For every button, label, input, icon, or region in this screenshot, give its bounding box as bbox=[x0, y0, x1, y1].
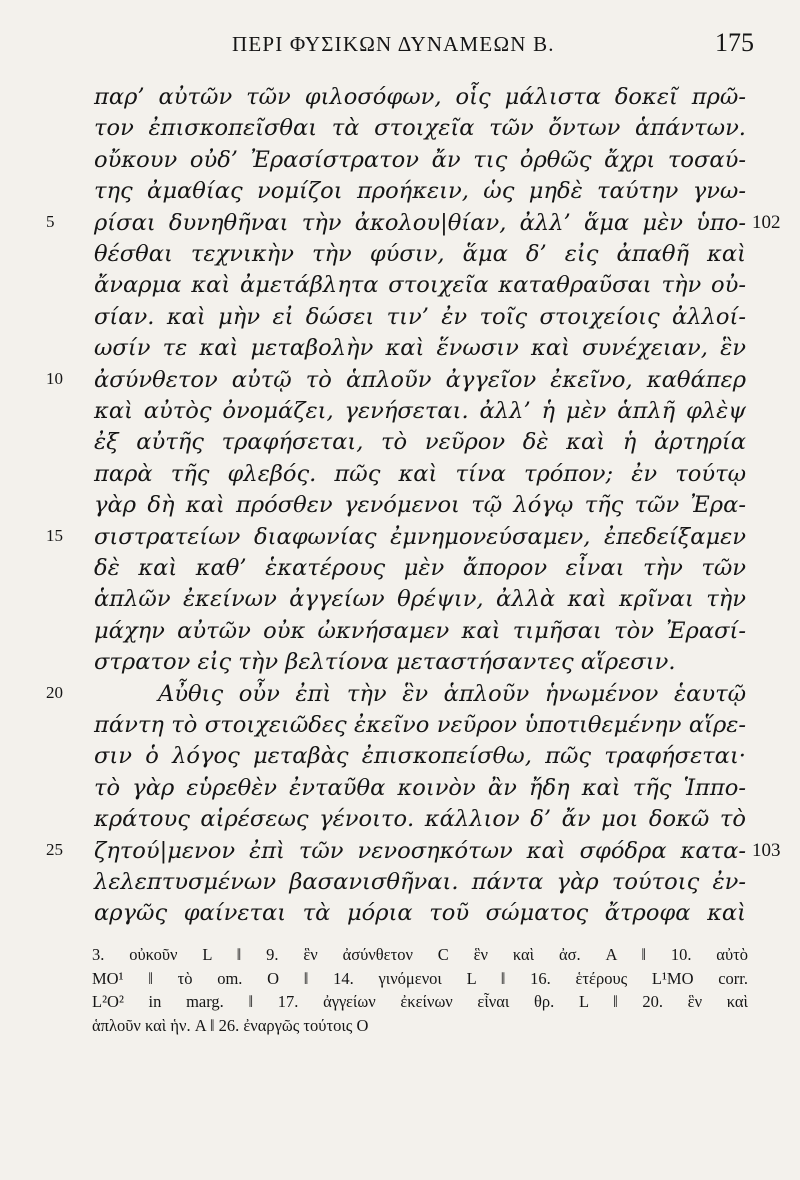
text-line bbox=[0, 365, 800, 397]
line-text: ἀσύνθετον αὐτῷ τὸ ἁπλοῦν ἀγγεῖον ἐκεῖνο, καθάπερ bbox=[94, 366, 746, 393]
margin-page-reference: 102 bbox=[752, 211, 781, 233]
text-line bbox=[0, 302, 800, 334]
text-line bbox=[0, 396, 800, 428]
text-line bbox=[0, 836, 800, 868]
text-line bbox=[0, 867, 800, 899]
apparatus-line: ἁπλοῦν καὶ ἡν. A ‖ 26. ἐναργῶς τούτοις O bbox=[92, 1015, 369, 1035]
text-line bbox=[0, 741, 800, 773]
line-text: ἁπλῶν ἐκείνων ἀγγείων θρέψιν, ἀλλὰ καὶ κρῖναι τὴν bbox=[94, 586, 746, 613]
line-number: 25 bbox=[46, 839, 63, 859]
line-text: δὲ καὶ καθ’ ἑκατέρους μὲν ἄπορον εἶναι τὴν τῶν bbox=[94, 555, 746, 581]
text-line bbox=[0, 647, 800, 679]
text-line bbox=[0, 145, 800, 177]
line-number: 5 bbox=[46, 211, 55, 231]
apparatus-line: 3. οὐκοῦν L ‖ 9. ἓν ἀσύνθετον C ἓν καὶ ἀσ. A ‖ 10. αὐτὸ bbox=[92, 945, 748, 964]
text-line bbox=[0, 616, 800, 648]
line-text: παρ’ αὐτῶν τῶν φιλοσόφων, οἷς μάλιστα δοκεῖ πρῶ- bbox=[94, 84, 746, 110]
line-text: λελεπτυσμένων βασανισθῆναι. πάντα γὰρ τούτοις ἐν- bbox=[94, 869, 746, 895]
text-line bbox=[0, 710, 800, 742]
line-text: ἄναρμα καὶ ἀμετάβλητα στοιχεῖα καταθραῦσαι τὴν οὐ- bbox=[94, 272, 746, 299]
line-text: της ἀμαθίας νομίζοι προήκειν, ὡς μηδὲ ταύτην γνω- bbox=[94, 178, 746, 205]
line-text: σιν ὁ λόγος μεταβὰς ἐπισκοπείσθω, πῶς τραφήσεται· bbox=[94, 743, 746, 770]
line-text: τὸ γὰρ εὑρεθὲν ἐνταῦθα κοινὸν ἂν ἤδη καὶ τῆς Ἱππο- bbox=[94, 774, 746, 801]
text-line bbox=[0, 898, 800, 930]
text-line bbox=[0, 584, 800, 616]
line-text: κράτους αἱρέσεως γένοιτο. κάλλιον δ’ ἄν μοι δοκῶ τὸ bbox=[94, 806, 746, 833]
line-text: ωσίν τε καὶ μεταβολὴν καὶ ἕνωσιν καὶ συνέχειαν, ἓν bbox=[94, 335, 746, 362]
apparatus-line: MO¹ ‖ τὸ om. O ‖ 14. γινόμενοι L ‖ 16. ἑτέρους L¹MO corr. bbox=[92, 968, 748, 988]
margin-page-reference: 103 bbox=[752, 839, 781, 861]
text-line bbox=[0, 239, 800, 271]
text-line bbox=[0, 459, 800, 491]
line-number: 15 bbox=[46, 525, 63, 545]
line-text: γὰρ δὴ καὶ πρόσθεν γενόμενοι τῷ λόγῳ τῆς τῶν Ἐρα- bbox=[94, 492, 746, 519]
line-text: ρίσαι δυνηθῆναι τὴν ἀκολου|θίαν, ἀλλ’ ἅμα μὲν ὑπο- bbox=[94, 209, 746, 236]
line-text: ζητού|μενον ἐπὶ τῶν νενοσηκότων καὶ σφόδρα κατα- bbox=[94, 837, 746, 864]
apparatus-line: L²O² in marg. ‖ 17. ἀγγείων ἐκείνων εἶναι θρ. L ‖ 20. ἓν καὶ bbox=[92, 992, 748, 1011]
line-text: καὶ αὐτὸς ὀνομάζει, γενήσεται. ἀλλ’ ἡ μὲν ἁπλῆ φλὲψ bbox=[94, 398, 746, 424]
line-number: 10 bbox=[46, 368, 63, 388]
text-line bbox=[0, 553, 800, 585]
text-line bbox=[0, 490, 800, 522]
running-title: ΠΕΡΙ ΦΥΣΙΚΩΝ ΔΥΝΑΜΕΩΝ Β. bbox=[232, 32, 555, 56]
line-text: πάντη τὸ στοιχειῶδες ἐκεῖνο νεῦρον ὑποτιθεμένην αἵρε- bbox=[94, 712, 746, 738]
line-text: τον ἐπισκοπεῖσθαι τὰ στοιχεῖα τῶν ὄντων ἁπάντων. bbox=[94, 115, 746, 142]
line-text: σιστρατείων διαφωνίας ἐμνημονεύσαμεν, ἐπεδείξαμεν bbox=[94, 523, 746, 550]
text-line bbox=[0, 522, 800, 554]
text-line bbox=[0, 113, 800, 145]
line-text: θέσθαι τεχνικὴν τὴν φύσιν, ἅμα δ’ εἰς ἀπαθῆ καὶ bbox=[94, 241, 746, 267]
line-text: οὔκουν οὐδ’ Ἐρασίστρατον ἄν τις ὀρθῶς ἄχρι τοσαύ- bbox=[94, 146, 746, 173]
page-number: 175 bbox=[715, 28, 754, 57]
text-line bbox=[0, 333, 800, 365]
text-line bbox=[0, 679, 800, 711]
text-line bbox=[0, 427, 800, 459]
line-text: σίαν. καὶ μὴν εἰ δώσει τιν’ ἐν τοῖς στοιχείοις ἀλλοί- bbox=[94, 303, 746, 330]
text-line bbox=[0, 804, 800, 836]
line-text: αργῶς φαίνεται τὰ μόρια τοῦ σώματος ἄτροφα καὶ bbox=[94, 900, 746, 927]
line-text: ἐξ αὐτῆς τραφήσεται, τὸ νεῦρον δὲ καὶ ἡ ἀρτηρία bbox=[94, 429, 746, 456]
line-number: 20 bbox=[46, 682, 63, 702]
text-line bbox=[0, 270, 800, 302]
text-line bbox=[0, 208, 800, 240]
text-line bbox=[0, 176, 800, 208]
line-text: μάχην αὐτῶν οὐκ ὠκνήσαμεν καὶ τιμῆσαι τὸν Ἐρασί- bbox=[94, 617, 746, 644]
text-line bbox=[0, 82, 800, 114]
line-text: στρατον εἰς τὴν βελτίονα μεταστήσαντες αἵρεσιν. bbox=[94, 649, 676, 676]
line-text: παρὰ τῆς φλεβός. πῶς καὶ τίνα τρόπον; ἐν τούτῳ bbox=[94, 460, 746, 487]
text-line bbox=[0, 773, 800, 805]
line-text: Αὖθις οὖν ἐπὶ τὴν ἓν ἁπλοῦν ἡνωμένον ἑαυτῷ bbox=[158, 680, 746, 707]
